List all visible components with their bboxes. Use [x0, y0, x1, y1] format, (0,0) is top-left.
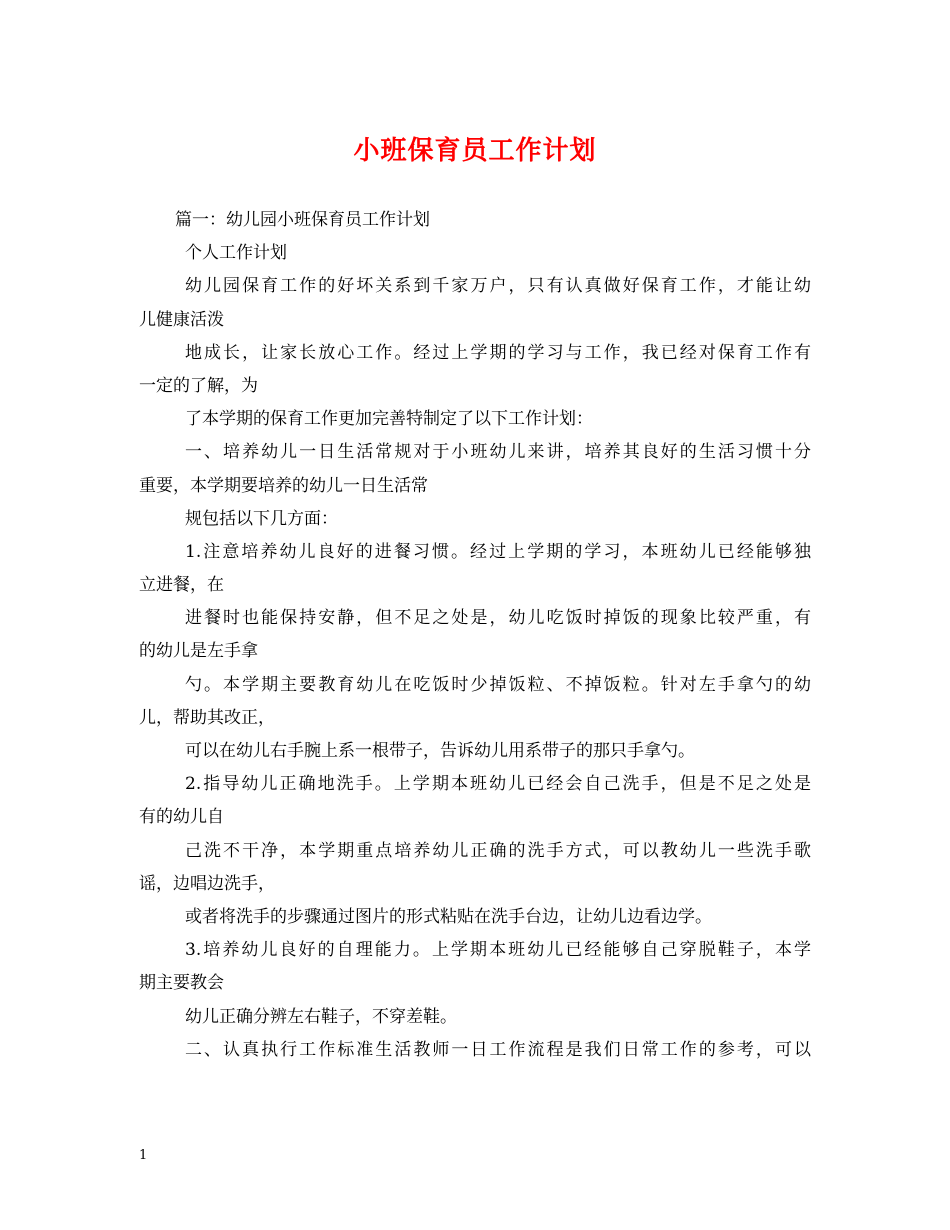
text-line: 的幼儿是左手拿 — [139, 641, 258, 662]
text-line: 幼儿园保育工作的好坏关系到千家万户，只有认真做好保育工作，才能让幼 — [185, 276, 811, 297]
text-line: 了本学期的保育工作更加完善特制定了以下工作计划： — [185, 409, 593, 430]
page-number: 1 — [139, 1148, 148, 1163]
text-line: 有的幼儿自 — [139, 807, 224, 828]
text-line: 一、培养幼儿一日生活常规对于小班幼儿来讲，培养其良好的生活习惯十分 — [185, 442, 811, 463]
text-line: 2.指导幼儿正确地洗手。上学期本班幼儿已经会自己洗手，但是不足之处是 — [185, 774, 811, 795]
text-line: 谣，边唱边洗手， — [139, 873, 275, 894]
text-line: 勺。本学期主要教育幼儿在吃饭时少掉饭粒、不掉饭粒。针对左手拿勺的幼 — [185, 674, 811, 695]
text-line: 篇一：幼儿园小班保育员工作计划 — [175, 210, 430, 230]
document-title: 小班保育员工作计划 — [353, 136, 597, 166]
text-line: 一定的了解，为 — [139, 375, 258, 396]
text-line: 二、认真执行工作标准生活教师一日工作流程是我们日常工作的参考，可以 — [185, 1039, 811, 1060]
text-line: 1.注意培养幼儿良好的进餐习惯。经过上学期的学习，本班幼儿已经能够独 — [185, 541, 811, 562]
text-line: 重要，本学期要培养的幼儿一日生活常 — [139, 475, 428, 496]
text-line: 立进餐，在 — [139, 575, 224, 596]
text-line: 规包括以下几方面： — [185, 508, 338, 529]
text-line: 进餐时也能保持安静，但不足之处是，幼儿吃饭时掉饭的现象比较严重，有 — [185, 608, 811, 629]
text-line: 幼儿正确分辨左右鞋子，不穿差鞋。 — [185, 1006, 457, 1027]
text-line: 个人工作计划 — [185, 243, 287, 264]
text-line: 儿，帮助其改正， — [139, 707, 275, 728]
text-line: 可以在幼儿右手腕上系一根带子，告诉幼儿用系带子的那只手拿勺。 — [185, 741, 695, 761]
text-line: 儿健康活泼 — [139, 309, 224, 330]
text-line: 3.培养幼儿良好的自理能力。上学期本班幼儿已经能够自己穿脱鞋子，本学 — [185, 940, 811, 961]
text-line: 地成长，让家长放心工作。经过上学期的学习与工作，我已经对保育工作有 — [185, 342, 811, 363]
document-body — [139, 204, 811, 1067]
text-line: 期主要教会 — [139, 973, 224, 994]
text-line: 己洗不干净，本学期重点培养幼儿正确的洗手方式，可以教幼儿一些洗手歌 — [185, 840, 811, 861]
text-line: 或者将洗手的步骤通过图片的形式粘贴在洗手台边，让幼儿边看边学。 — [185, 906, 712, 927]
